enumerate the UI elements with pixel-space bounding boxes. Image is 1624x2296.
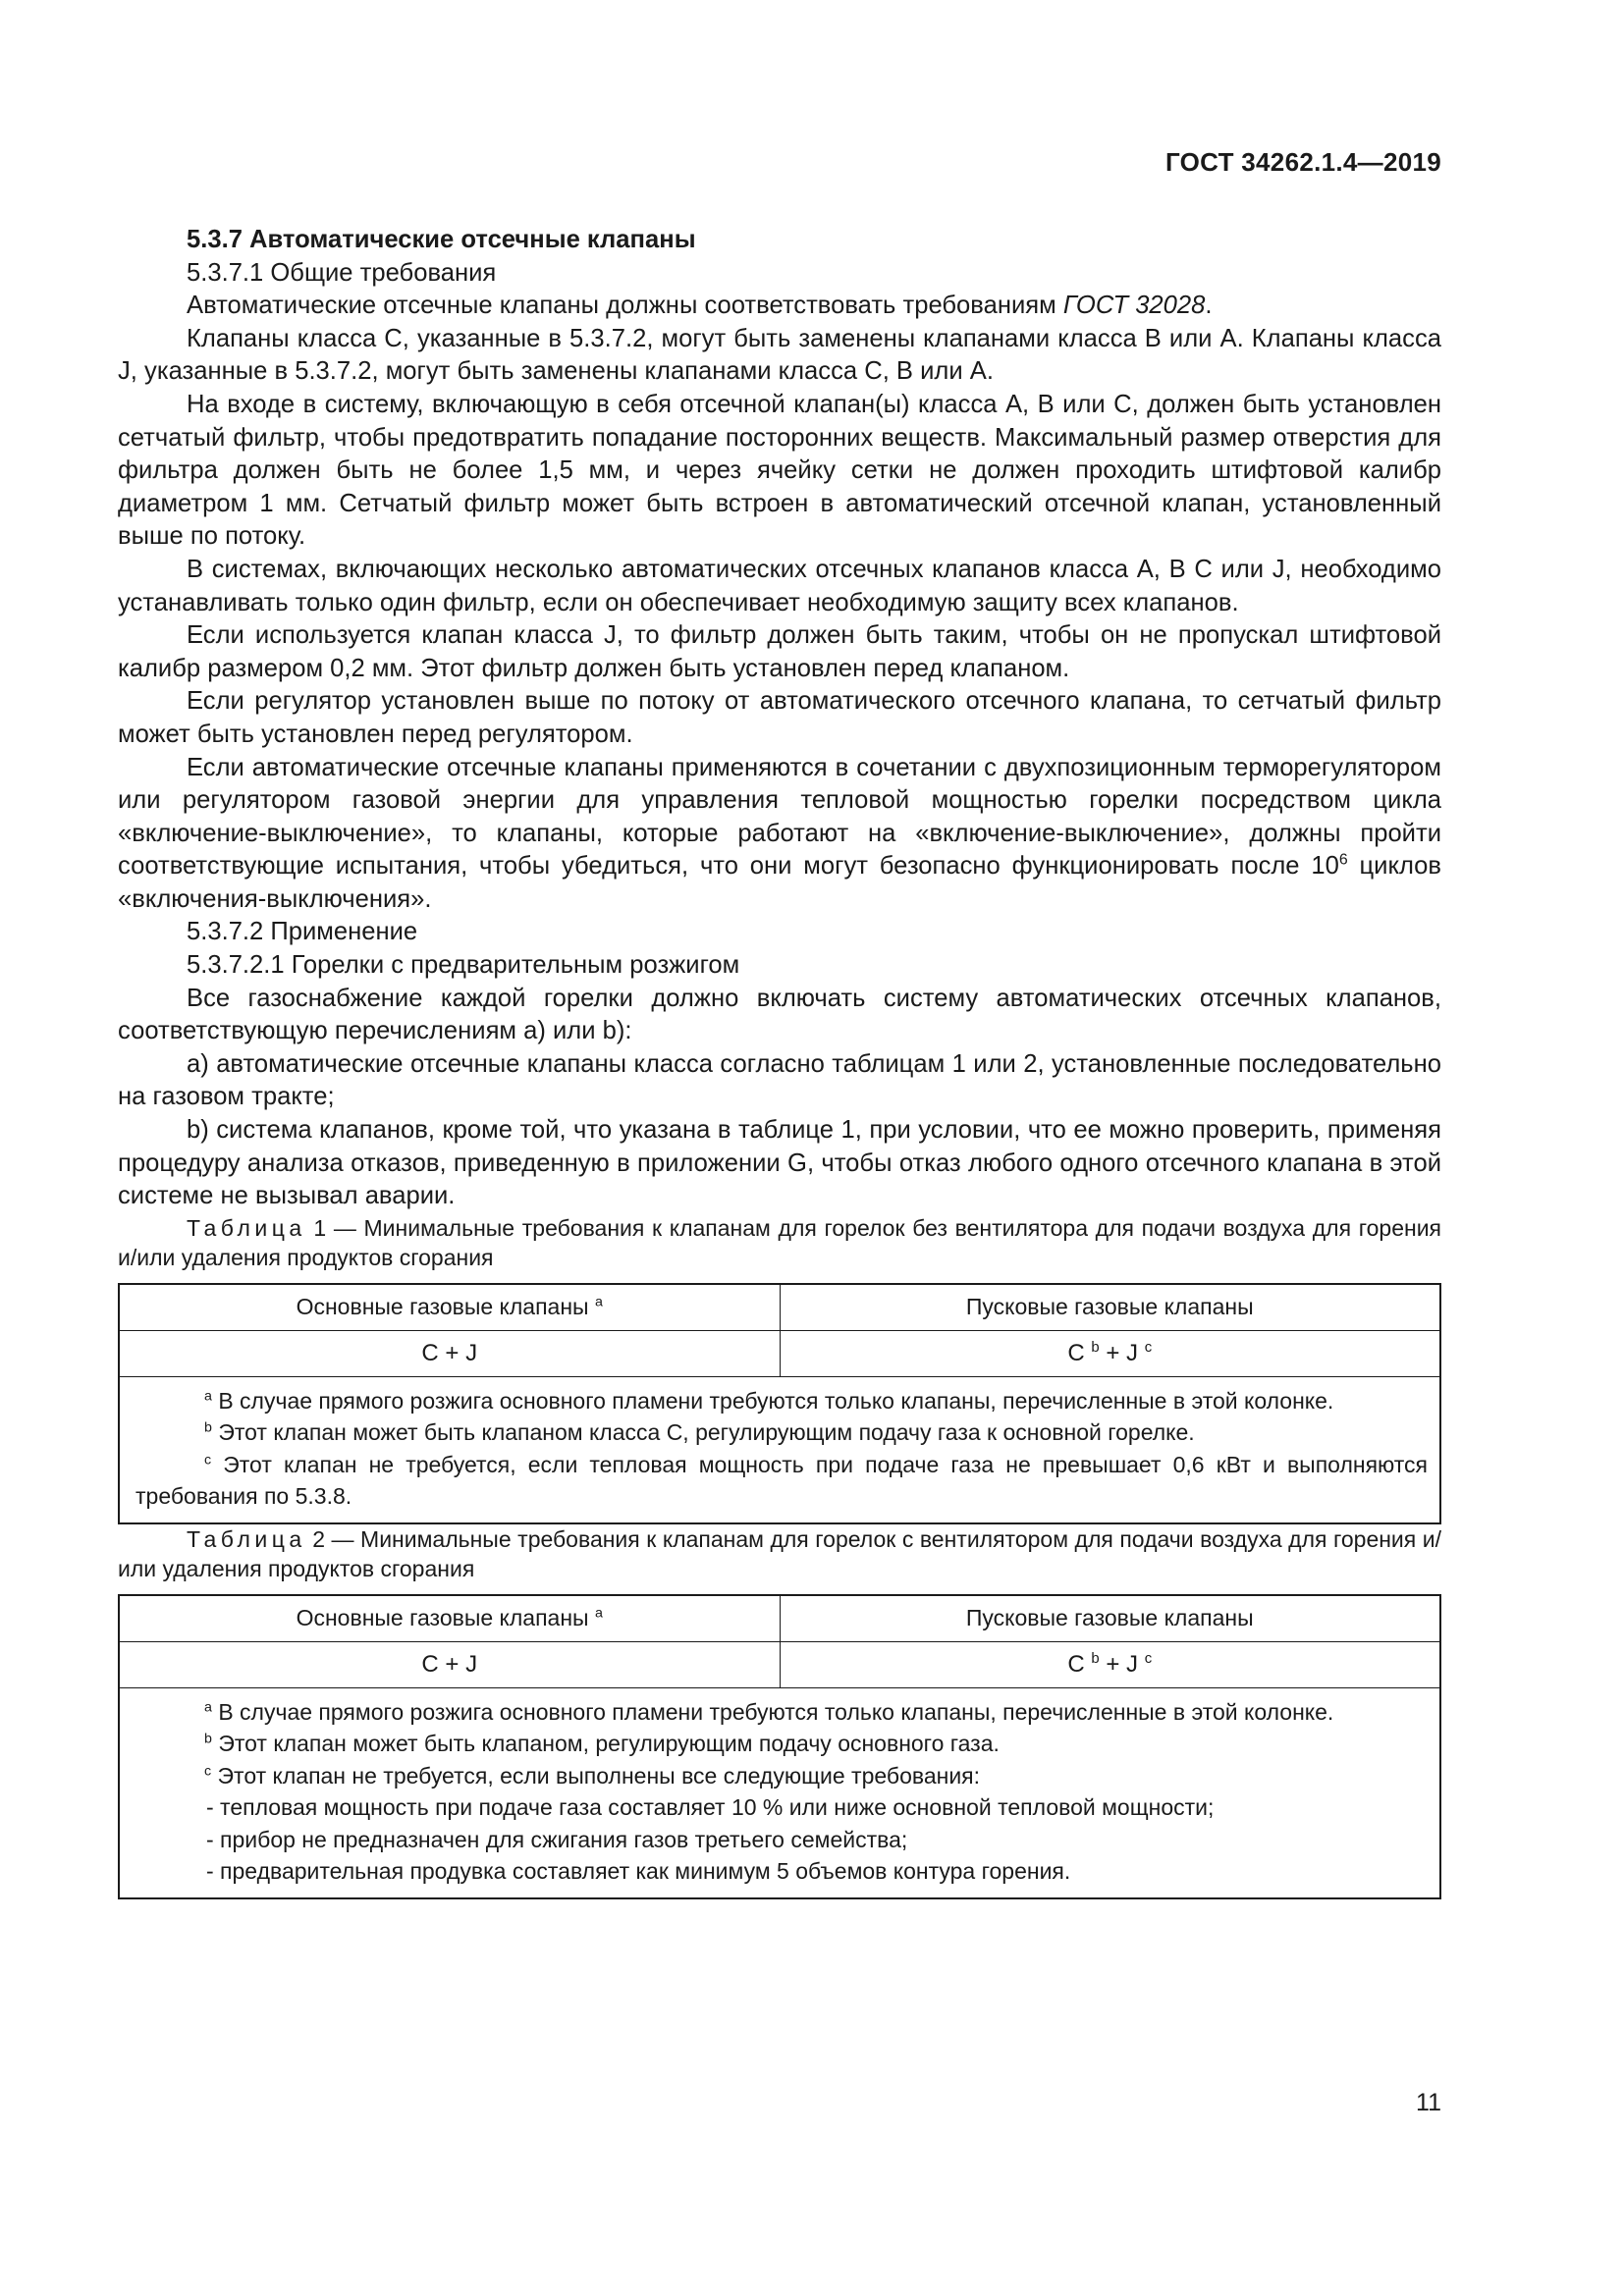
table1-col1-value: C + J — [119, 1330, 780, 1376]
subsection-general: 5.3.7.1 Общие требования — [187, 258, 497, 287]
paragraph-gas-supply: Все газоснабжение каждой горелки должно включать систему автоматических отсечных клапанов, соответствующую перечислениям а) или b): — [118, 984, 1441, 1045]
table2-caption: Таблица 2 — Минимальные требования к клапанам для горелок с вентилятором для подачи воздуха для горения и/или удаления продуктов сгорания — [118, 1525, 1441, 1582]
list-item-b: b) система клапанов, кроме той, что указана в таблице 1, при условии, что ее можно проверить, применяя процедуру анализа отказов, приведенную в приложении G, чтобы отказ любого одного отсечного клапана в этой системе не вызывал аварии. — [118, 1116, 1441, 1210]
table2-col1-header: Основные газовые клапаны $^a$ — [119, 1595, 780, 1642]
table1-note-b: $^b$ Этот клапан может быть клапаном класса С, регулирующим подачу газа к основной горелке. — [204, 1419, 1195, 1446]
subsection-preignition: 5.3.7.2.1 Горелки с предварительным розжигом — [187, 951, 740, 980]
table2-footnotes — [119, 1687, 1440, 1898]
table2-dash-item: - тепловая мощность при подаче газа составляет 10 % или ниже основной тепловой мощности; — [206, 1794, 1215, 1821]
page-body — [118, 224, 1441, 1899]
paragraph-class-replacement: Клапаны класса С, указанные в 5.3.7.2, могут быть заменены клапанами класса В или А. Клапаны класса J, указанные в 5.3.7.2, могут быть заменены клапанами класса С, В или А. — [118, 324, 1441, 386]
table2-col1-value: C + J — [119, 1641, 780, 1687]
paragraph-standard-ref: Автоматические отсечные клапаны должны соответствовать требованиям ГОСТ 32028. — [187, 292, 1213, 320]
table1-note-c: $^c$ Этот клапан не требуется, если тепловая мощность при подаче газа не превышает 0,6 кВт и выполняются требования по 5.3.8. — [135, 1451, 1428, 1510]
list-item-a: а) автоматические отсечные клапаны класса согласно таблицам 1 или 2, установленные последовательно на газовом тракте; — [118, 1049, 1441, 1111]
table2-note-c: $^c$ Этот клапан не требуется, если выполнены все следующие требования: — [204, 1762, 981, 1789]
subsection-application: 5.3.7.2 Применение — [187, 918, 418, 946]
table2-dash-item: - прибор не предназначен для сжигания газов третьего семейства; — [206, 1826, 908, 1852]
table1 — [118, 1283, 1441, 1524]
table1-col2-header: Пусковые газовые клапаны — [780, 1284, 1440, 1331]
paragraph-multiple-valves: В системах, включающих несколько автоматических отсечных клапанов класса А, В С или J, необходимо устанавливать только один фильтр, если он обеспечивает необходимую защиту всех клапанов. — [118, 555, 1441, 616]
table1-note-a: $^a$ В случае прямого розжига основного пламени требуются только клапаны, перечисленные в этой колонке. — [204, 1387, 1334, 1414]
paragraph-class-j-filter: Если используется клапан класса J, то фильтр должен быть таким, чтобы он не пропускал штифтовой калибр размером 0,2 мм. Этот фильтр должен быть установлен перед клапаном. — [118, 621, 1441, 682]
table2-col2-value: C $^b$ + J $^c$ — [780, 1641, 1440, 1687]
table1-footnotes — [119, 1376, 1440, 1523]
table1-col1-header: Основные газовые клапаны $^a$ — [119, 1284, 780, 1331]
table2-note-a: $^a$ В случае прямого розжига основного пламени требуются только клапаны, перечисленные в этой колонке. — [204, 1698, 1334, 1725]
document-code: ГОСТ 34262.1.4—2019 — [1164, 147, 1441, 177]
standard-reference: ГОСТ 32028 — [1062, 292, 1206, 320]
paragraph-on-off-cycles: Если автоматические отсечные клапаны применяются в сочетании с двухпозиционным терморегулятором или регулятором газовой энергии для управления тепловой мощностью горелки посредством цикла «включение-выключение», то клапаны, которые работают на «включение-выключение», должны пройти соответствующие испытания, чтобы убедиться, что они могут безопасно функционировать после $10^6$ циклов «включения-выключения». — [118, 753, 1441, 913]
page-number: 11 — [1416, 2089, 1441, 2116]
paragraph-filter: На входе в систему, включающую в себя отсечной клапан(ы) класса А, В или С, должен быть установлен сетчатый фильтр, чтобы предотвратить попадание посторонних веществ. Максимальный размер отверстия для фильтра должен быть не более 1,5 мм, и через ячейку сетки не должен проходить штифтовой калибр диаметром 1 мм. Сетчатый фильтр может быть встроен в автоматический отсечной клапан, установленный выше по потоку. — [118, 390, 1441, 551]
table2 — [118, 1594, 1441, 1899]
table2-note-b: $^b$ Этот клапан может быть клапаном, регулирующим подачу основного газа. — [204, 1731, 1000, 1757]
table1-caption: Таблица 1 — Минимальные требования к клапанам для горелок без вентилятора для подачи воздуха для горения и/или удаления продуктов сгорания — [118, 1214, 1441, 1271]
paragraph-regulator: Если регулятор установлен выше по потоку от автоматического отсечного клапана, то сетчатый фильтр может быть установлен перед регулятором. — [118, 687, 1441, 748]
table2-col2-header: Пусковые газовые клапаны — [780, 1595, 1440, 1642]
table2-dash-item: - предварительная продувка составляет как минимум 5 объемов контура горения. — [206, 1858, 1071, 1885]
section-heading: 5.3.7 Автоматические отсечные клапаны — [187, 226, 696, 253]
table1-col2-value: C $^b$ + J $^c$ — [780, 1330, 1440, 1376]
